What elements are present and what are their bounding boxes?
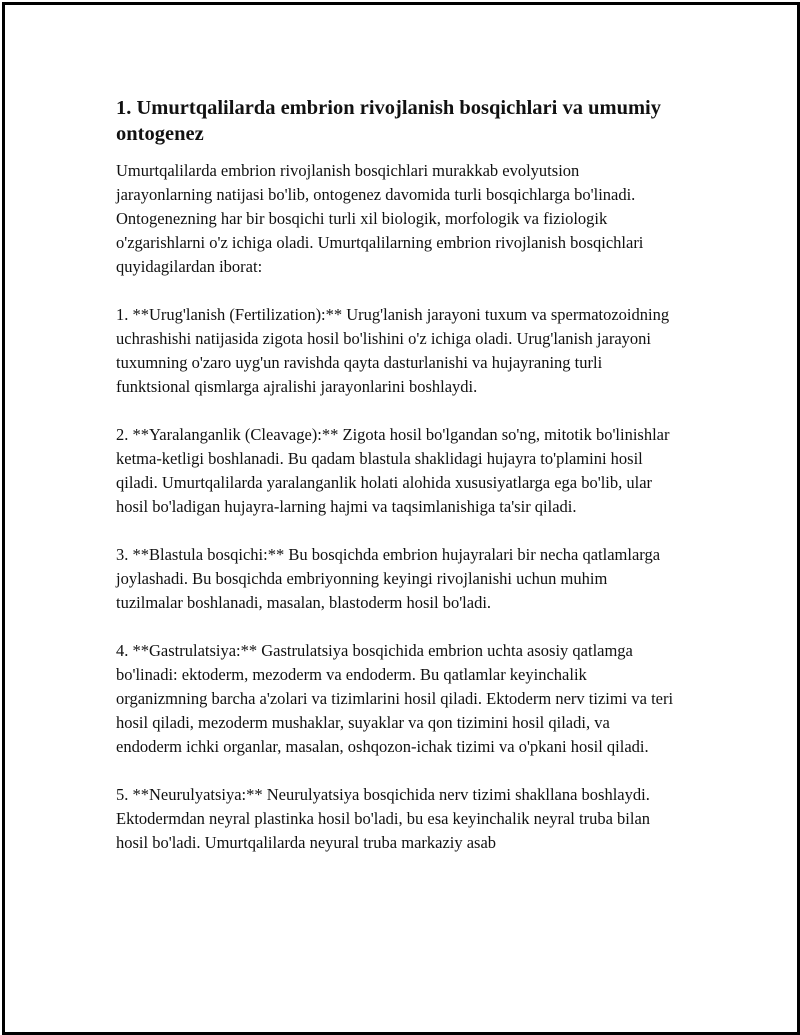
paragraph-intro: Umurtqalilarda embrion rivojlanish bosqichlari murakkab evolyutsion jarayonlarning natijasi bo'lib, ontogenez davomida turli bosqichlarga bo'linadi. Ontogenezning har bir bosqichi turli xil biologik, morfologik va fiziologik o'zgarishlarni o'z ichiga oladi. Umurtqalilarning embrion rivojlanish bosqichlari quyidagilardan iborat: <box>116 161 644 276</box>
paragraph-blastula: 3. **Blastula bosqichi:** Bu bosqichda embrion hujayralari bir necha qatlamlarga joylashadi. Bu bosqichda embriyonning keyingi rivojlanishi uchun muhim tuzilmalar boshlanadi, masalan, blastoderm hosil bo'ladi. <box>116 545 661 612</box>
paragraph-gastrulation: 4. **Gastrulatsiya:** Gastrulatsiya bosqichida embrion uchta asosiy qatlamga bo'linadi: ektoderm, mezoderm va endoderm. Bu qatlamlar keyinchalik organizmning barcha a'zolari va tizimlarini hosil qiladi. Ektoderm nerv tizimi va teri hosil qiladi, mezoderm mushaklar, suyaklar va qon tizimini hosil qiladi, va endoderm ichki organlar, masalan, oshqozon-ichak tizimi va o'pkani hosil qiladi. <box>116 641 674 756</box>
document-body <box>116 95 676 879</box>
document-title: 1. Umurtqalilarda embrion rivojlanish bosqichlari va umumiy ontogenez <box>116 97 662 145</box>
paragraph-cleavage: 2. **Yaralanganlik (Cleavage):** Zigota hosil bo'lgandan so'ng, mitotik bo'linishlar ketma-ketligi boshlanadi. Bu qadam blastula shaklidagi hujayra to'plamini hosil qiladi. Umurtqalilarda yaralanganlik holati alohida xususiyatlarga ega bo'lib, ular hosil bo'ladigan hujayra-larning hajmi va taqsimlanishiga ta'sir qiladi. <box>116 425 670 516</box>
paragraph-fertilization: 1. **Urug'lanish (Fertilization):** Urug'lanish jarayoni tuxum va spermatozoidning uchrashishi natijasida zigota hosil bo'lishini o'z ichiga oladi. Urug'lanish jarayoni tuxumning o'zaro uyg'un ravishda qayta dasturlanishi va hujayraning turli funktsional qismlarga ajralishi jarayonlarini boshlaydi. <box>116 305 670 396</box>
paragraph-neurulation: 5. **Neurulyatsiya:** Neurulyatsiya bosqichida nerv tizimi shakllana boshlaydi. Ektodermdan neyral plastinka hosil bo'ladi, bu esa keyinchalik neyral truba bilan hosil bo'ladi. Umurtqalilarda neyural truba markaziy asab <box>116 785 651 852</box>
